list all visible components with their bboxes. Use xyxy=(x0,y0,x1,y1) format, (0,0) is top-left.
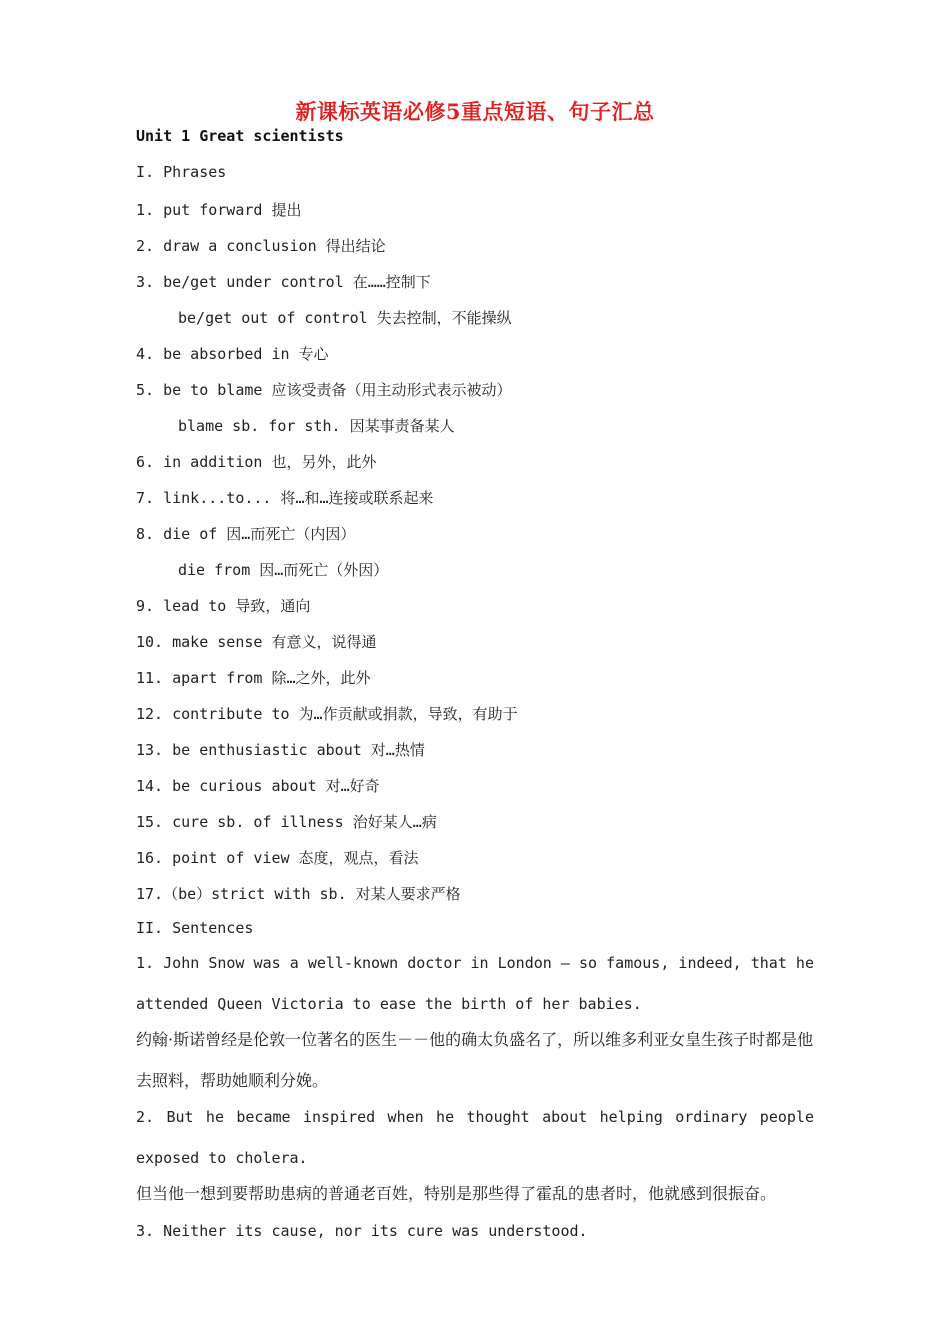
phrase-item: 8. die of 因…而死亡（内因） xyxy=(136,525,356,543)
phrase-subitem: blame sb. for sth. 因某事责备某人 xyxy=(178,417,455,435)
phrase-item: 7. link...to... 将…和…连接或联系起来 xyxy=(136,489,434,507)
phrase-item: 6. in addition 也，另外，此外 xyxy=(136,453,377,471)
sentence-chinese: 约翰·斯诺曾经是伦敦一位著名的医生－－他的确太负盛名了，所以维多利亚女皇生孩子时都是他去照料，帮助她顺利分娩。 xyxy=(136,1030,814,1090)
phrase-item: 9. lead to 导致，通向 xyxy=(136,597,311,615)
document-title: 新课标英语必修5重点短语、句子汇总 xyxy=(295,99,655,124)
sentence-english: 2. But he became inspired when he thought about helping ordinary people exposed to cholera. xyxy=(136,1108,814,1167)
phrase-item: 2. draw a conclusion 得出结论 xyxy=(136,237,386,255)
phrase-item: 15. cure sb. of illness 治好某人…病 xyxy=(136,813,437,831)
sentence-chinese: 但当他一想到要帮助患病的普通老百姓，特别是那些得了霍乱的患者时，他就感到很振奋。 xyxy=(136,1184,777,1203)
phrase-item: 14. be curious about 对…好奇 xyxy=(136,777,380,795)
phrase-item: 1. put forward 提出 xyxy=(136,201,302,219)
sentence-english: 3. Neither its cause, nor its cure was understood. xyxy=(136,1222,588,1240)
section-heading-phrases: I. Phrases xyxy=(136,163,227,181)
phrase-item: 5. be to blame 应该受责备（用主动形式表示被动） xyxy=(136,381,512,399)
unit-heading: Unit 1 Great scientists xyxy=(136,127,344,145)
phrase-item: 3. be/get under control 在……控制下 xyxy=(136,273,431,291)
phrase-item: 16. point of view 态度，观点，看法 xyxy=(136,849,419,867)
phrase-item: 10. make sense 有意义，说得通 xyxy=(136,633,377,651)
sentence-english: 1. John Snow was a well-known doctor in London – so famous, indeed, that he attended Queen Victoria to ease the birth of her babies. xyxy=(136,954,814,1013)
phrase-item: 4. be absorbed in 专心 xyxy=(136,345,329,363)
phrase-subitem: die from 因…而死亡（外因） xyxy=(178,561,389,579)
section-heading-sentences: II. Sentences xyxy=(136,919,254,937)
phrase-item: 13. be enthusiastic about 对…热情 xyxy=(136,741,425,759)
phrase-item: 17.（be）strict with sb. 对某人要求严格 xyxy=(136,885,461,903)
phrase-item: 12. contribute to 为…作贡献或捐款，导致，有助于 xyxy=(136,705,518,723)
phrase-item: 11. apart from 除…之外，此外 xyxy=(136,669,371,687)
phrase-subitem: be/get out of control 失去控制，不能操纵 xyxy=(178,309,512,327)
